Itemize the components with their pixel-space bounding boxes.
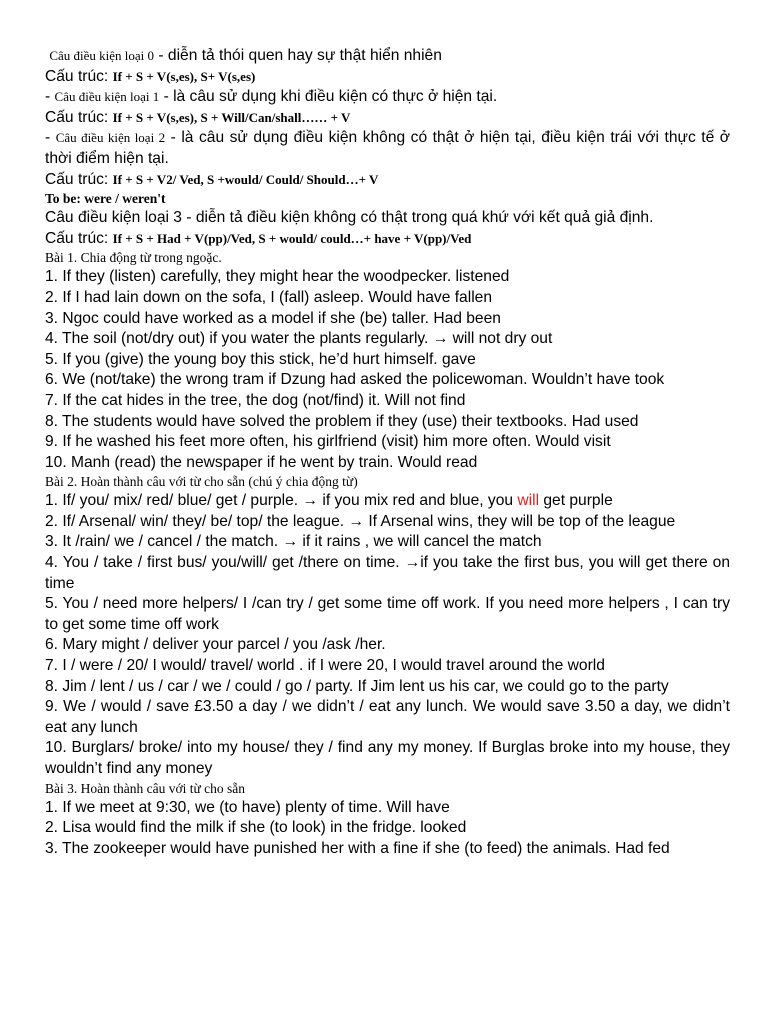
exercise-item: 2. Lisa would find the milk if she (to look) in the fridge. looked — [45, 819, 467, 837]
exercise-item: 3. It /rain/ we / cancel / the match. → if it rains , we will cancel the match — [45, 533, 542, 551]
structure-label: Cấu trúc: — [45, 170, 113, 188]
exercise-1-list — [45, 267, 730, 473]
type1-title: Câu điều kiện loại 1 — [54, 89, 160, 105]
exercise-2-heading: Bài 2. Hoàn thành câu với từ cho sẵn (chú ý chia động từ) — [45, 474, 358, 490]
exercise-item: 7. If the cat hides in the tree, the dog (not/find) it. Will not find — [45, 391, 466, 409]
exercise-item: 6. Mary might / deliver your parcel / you /ask /her. — [45, 636, 386, 654]
type2-title: Câu điều kiện loại 2 — [55, 130, 166, 146]
highlighted-word: will — [517, 492, 540, 510]
exercise-item: 6. We (not/take) the wrong tram if Dzung had asked the policewoman. Wouldn’t have took — [45, 371, 665, 389]
type1-description: - là câu sử dụng khi điều kiện có thực ở hiện tại. — [159, 88, 498, 106]
type0-title: Câu điều kiện loại 0 — [49, 48, 155, 63]
exercise-item: 3. Ngoc could have worked as a model if she (be) taller. Had been — [45, 309, 501, 327]
structure-label: Cấu trúc: — [45, 67, 113, 85]
to-be-note: To be: were / weren't — [45, 191, 166, 207]
exercise-3-heading: Bài 3. Hoàn thành câu với từ cho sẵn — [45, 780, 246, 796]
exercise-item: 2. If/ Arsenal/ win/ they/ be/ top/ the league. → If Arsenal wins, they will be top of the league — [45, 512, 676, 530]
type3-structure — [45, 229, 730, 250]
dash: - — [45, 88, 55, 106]
item-text: 1. If/ you/ mix/ red/ blue/ get / purple. → if you mix red and blue, you — [45, 492, 518, 510]
exercise-item: 10. Manh (read) the newspaper if he went by train. Would read — [45, 453, 478, 471]
exercise-item: 10. Burglars/ broke/ into my house/ they / find any my money. If Burglas broke into my house, they wouldn’t find any money — [45, 739, 730, 777]
exercise-item: 7. I / were / 20/ I would/ travel/ world . if I were 20, I would travel around the world — [45, 657, 605, 675]
exercise-item: 2. If I had lain down on the sofa, I (fall) asleep. Would have fallen — [45, 288, 493, 306]
exercise-1-heading: Bài 1. Chia động từ trong ngoặc. — [45, 250, 222, 266]
exercise-item: 1. If they (listen) carefully, they might hear the woodpecker. listened — [45, 268, 510, 286]
type0-structure — [45, 67, 730, 88]
structure-formula: If + S + V(s,es), S + Will/Can/shall…… + V — [112, 109, 351, 125]
exercise-item: 1. If we meet at 9:30, we (to have) plenty of time. Will have — [45, 798, 450, 816]
exercise-item: 5. You / need more helpers/ I /can try / get some time off work. If you need more helpers , I can try to get some time off work — [45, 595, 730, 633]
item-text: get purple — [539, 492, 613, 510]
exercise-item: 9. If he washed his feet more often, his girlfriend (visit) him more often. Would visit — [45, 433, 611, 451]
type0-description: - diễn tả thói quen hay sự thật hiển nhiên — [154, 47, 442, 64]
exercise-3-list — [45, 798, 730, 860]
exercise-item: 8. The students would have solved the problem if they (use) their textbooks. Had used — [45, 412, 639, 430]
exercise-item: 4. The soil (not/dry out) if you water the plants regularly. → will not dry out — [45, 330, 553, 348]
type2-description: - là câu sử dụng điều kiện không có thật ở hiện tại, điều kiện trái với thực tế ở thời điểm hiện tại. — [45, 129, 730, 167]
exercise-item: 3. The zookeeper would have punished her with a fine if she (to feed) the animals. Had fed — [45, 839, 670, 857]
exercise-item — [45, 491, 730, 512]
structure-formula: If + S + V(s,es), S+ V(s,es) — [112, 68, 256, 84]
type2-line — [45, 128, 730, 169]
structure-label: Cấu trúc: — [45, 229, 113, 247]
exercise-item: 9. We / would / save £3.50 a day / we didn’t / eat any lunch. We would save 3.50 a day, we didn’t eat any lunch — [45, 698, 730, 736]
exercise-2-list — [45, 491, 730, 779]
exercise-item: 5. If you (give) the young boy this stick, he’d hurt himself. gave — [45, 350, 476, 368]
type2-structure — [45, 170, 730, 191]
structure-formula: If + S + V2/ Ved, S +would/ Could/ Should…+ V — [112, 171, 379, 187]
exercise-item: 4. You / take / first bus/ you/will/ get /there on time. →if you take the first bus, you will get there on time — [45, 554, 730, 592]
structure-formula: If + S + Had + V(pp)/Ved, S + would/ could…+ have + V(pp)/Ved — [112, 230, 472, 246]
exercise-item: 8. Jim / lent / us / car / we / could / go / party. If Jim lent us his car, we could go to the party — [45, 677, 669, 695]
type0-line — [45, 46, 730, 67]
structure-label: Cấu trúc: — [45, 108, 113, 126]
type1-line — [45, 87, 730, 108]
document-body — [45, 46, 730, 859]
type1-structure — [45, 108, 730, 129]
type3-line: Câu điều kiện loại 3 - diễn tả điều kiện không có thật trong quá khứ với kết quả giả định. — [45, 209, 654, 227]
dash: - — [45, 129, 56, 147]
